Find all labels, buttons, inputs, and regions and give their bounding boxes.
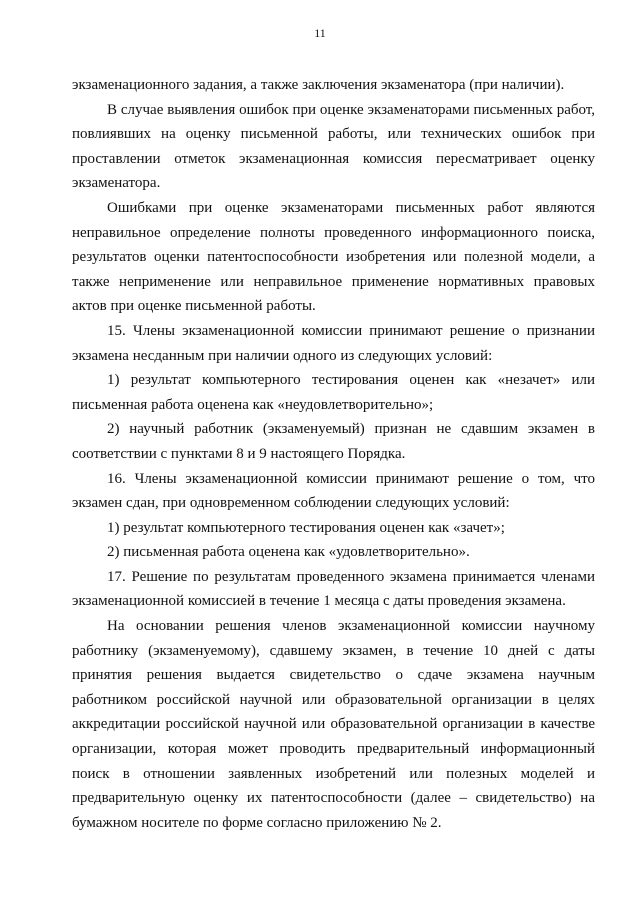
paragraph-11: На основании решения членов экзаменационной комиссии научному работнику (экзаменуемому), сдавшему экзамен, в течение 10 дней с даты принятия решения выдается свидетельство о сдаче экзамена научным работником российской научной или образовательной организации в целях аккредитации российской научной или образовательной организации в качестве организации, которая может проводить предварительный информационный поиск в отношении заявленных изобретений или полезных моделей и предварительную оценку их патентоспособности (далее – свидетельство) на бумажном носителе по форме согласно приложению № 2. bbox=[72, 618, 595, 831]
paragraph-10: 17. Решение по результатам проведенного экзамена принимается членами экзаменационной комиссией в течение 1 месяца с даты проведения экзамена. bbox=[72, 568, 595, 610]
paragraph-9: 2) письменная работа оценена как «удовлетворительно». bbox=[107, 544, 470, 561]
paragraph-3: Ошибками при оценке экзаменаторами письменных работ являются неправильное определение полноты проведенного информационного поиска, результатов оценки патентоспособности изобретения или полезной модели, а также неприменение или неправильное применение нормативных правовых актов при оценке письменной работы. bbox=[72, 199, 595, 315]
paragraph-8: 1) результат компьютерного тестирования оценен как «зачет»; bbox=[107, 519, 505, 536]
paragraph-1: экзаменационного задания, а также заключения экзаменатора (при наличии). bbox=[72, 77, 565, 93]
page-number: 11 bbox=[314, 26, 326, 40]
paragraph-7: 16. Члены экзаменационной комиссии принимают решение о том, что экзамен сдан, при одновременном соблюдении следующих условий: bbox=[72, 470, 595, 512]
paragraph-6: 2) научный работник (экзаменуемый) признан не сдавшим экзамен в соответствии с пунктами 8 и 9 настоящего Порядка. bbox=[72, 421, 595, 462]
paragraph-5: 1) результат компьютерного тестирования оценен как «незачет» или письменная работа оценена как «неудовлетворительно»; bbox=[72, 372, 595, 413]
paragraph-2: В случае выявления ошибок при оценке экзаменаторами письменных работ, повлиявших на оценку письменной работы, или технических ошибок при проставлении отметок экзаменационная комиссия пересматривает оценку экзаменатора. bbox=[72, 101, 595, 192]
document-body bbox=[72, 73, 595, 835]
paragraph-4: 15. Члены экзаменационной комиссии принимают решение о признании экзамена несданным при наличии одного из следующих условий: bbox=[72, 322, 595, 364]
